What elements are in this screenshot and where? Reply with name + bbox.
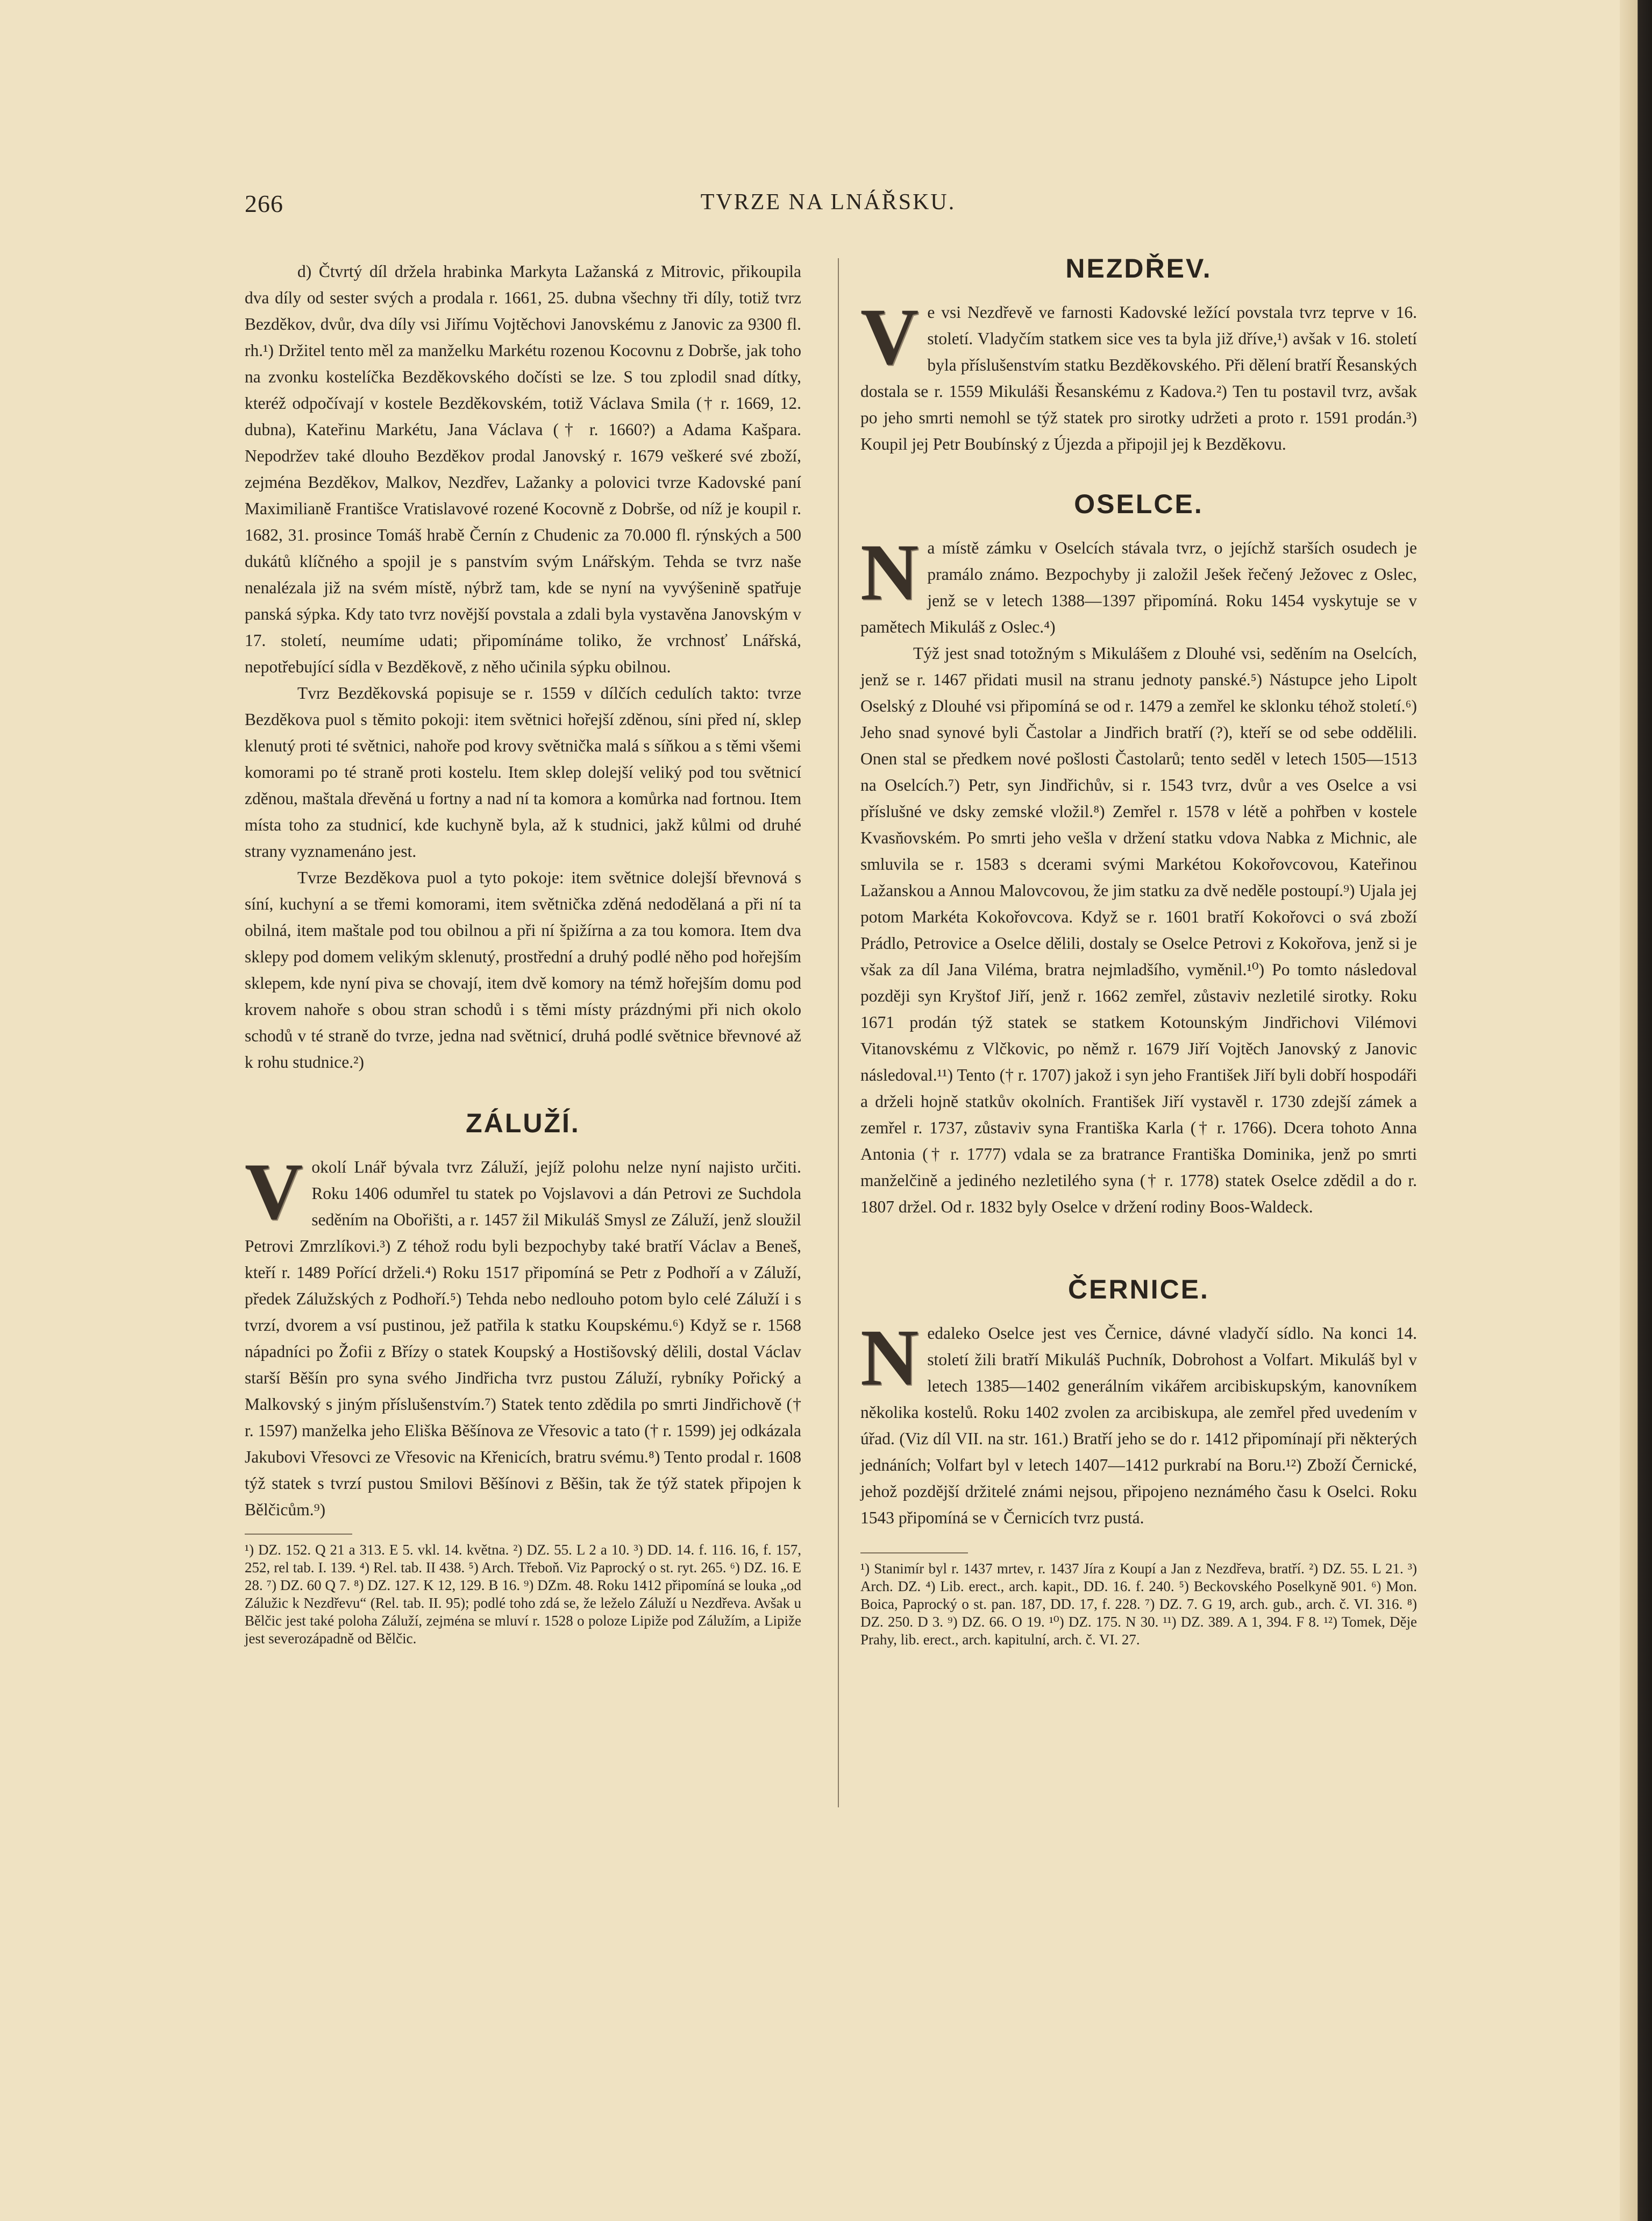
paragraph-nezdrev: e vsi Nezdřevě ve farnosti Kadovské ležící povstala tvrz teprve v 16. století. Vladyčím statkem sice ves ta byla již dříve,¹) avšak v 16. století byla příslušenstvím statku Bezděkovského. Při dělení bratří Řesanských dostala se r. 1559 Mikuláši Řesanskému z Kadova.²) Ten tu postavil tvrz, avšak po jeho smrti nemohl se týž statek pro sirotky udržeti a proto r. 1591 prodán.³) Koupil jej Petr Boubínský z Újezda a připojil jej k Bezděkovu.	[860, 303, 1417, 453]
footnote-separator	[860, 1552, 968, 1553]
paragraph-bezdekov-description-2: Tvrze Bezděkova puol a tyto pokoje: item světnice dolejší břevnová s síní, kuchyní a se třemi komorami, item světnička zděná nedodělaná a při ní ta obilná, item maštale pod tou obilnou a při ní špižírna a za tou komora. Item dva sklepy pod domem velikým sklenutý, prostřední a druhý podlé něho pod hořejším sklepem, kde nyní piva se chovají, item dvě komory na témž hořejším domu pod krovem nahoře s obou stran schodů i s těmi místy prázdnými při nich okolo schodů v té straně do tvrze, jedna nad světnicí, druhá podlé světnice břevnové až k rohu studnice.²)	[245, 868, 801, 1072]
footnote-text: ¹) Stanimír byl r. 1437 mrtev, r. 1437 Jíra z Koupí a Jan z Nezdřeva, bratří. ²) DZ. 55. L 21. ³) Arch. DZ. ⁴) Lib. erect., arch. kapit., DD. 16. f. 240. ⁵) Beckovského Poselkyně 901. ⁶) Mon. Boica, Paprocký o st. pan. 187, DD. 17, f. 228. ⁷) DZ. 7. G 19, arch. gub., arch. č. VI. 316. ⁸) DZ. 250. D 3. ⁹) DZ. 66. O 19. ¹⁰) DZ. 175. N 30. ¹¹) DZ. 389. A 1, 394. F 8. ¹²) Tomek, Děje Prahy, lib. erect., arch. kapitulní, arch. č. VI. 27.	[860, 1560, 1417, 1648]
decorative-initial: V	[860, 292, 919, 381]
section-cernice	[860, 1313, 1417, 1531]
decorative-initial: N	[860, 1313, 919, 1402]
paragraph-bezdekov-description-1: Tvrz Bezděkovská popisuje se r. 1559 v dílčích cedulích takto: tvrze Bezděkova puol s těmito pokoji: item světnici hořejší zděnou, síni před ní, sklep klenutý proti té světnici, nahoře pod krovy světnička malá s síňkou a s těmi všemi komorami po té straně proti kostelu. Item sklep dolejší veliký pod tou světnicí zděnou, maštala dřevěná u fortny a nad ní ta komora a komůrka nad fortnou. Item místa toho za studnicí, kde kuchyně byla, až k studnici, jakž kůlmi od druhé strany vyznamenáno jest.	[245, 684, 801, 861]
running-title: TVRZE NA LNÁŘSKU.	[700, 190, 956, 215]
section-zaluzi	[245, 1147, 801, 1523]
section-heading-oselce: OSELCE.	[1074, 489, 1204, 519]
running-head	[245, 189, 1412, 227]
paragraph-zaluzi: okolí Lnář bývala tvrz Záluží, jejíž polohu nelze nyní najisto určiti. Roku 1406 odumřel tu statek po Vojslavovi a dán Petrovi ze Suchdola seděním na Obořišti, a r. 1457 žil Mikuláš Smysl ze Záluží, jenž sloužil Petrovi Zmrzlíkovi.³) Z téhož rodu byli bezpochyby také bratří Václav a Beneš, kteří r. 1489 Pořící drželi.⁴) Roku 1517 připomíná se Petr z Podhoří a v Záluží, předek Zálužských z Podhoří.⁵) Tehda nebo nedlouho potom bylo celé Záluží i s tvrzí, dvorem a vsí pustinou, jež patřila k statku Koupskému.⁶) Když se r. 1568 nápadníci po Žofii z Břízy o statek Koupský a Hostišovský dělili, dostal Václav starší Běšín pro syna svého Jindřicha tvrz pustou Záluží, rybníky Pořický a Malkovský s jiným příslušenstvím.⁷) Statek tento zdědila po smrti Jindřichově († r. 1597) manželka jeho Eliška Běšínova ze Vřesovic a tato († r. 1599) jej odkázala Jakubovi Vřesovci ze Vřesovic na Křenicích, bratru svému.⁸) Tento prodal r. 1608 týž statek s tvrzí pustou Smilovi Běšínovi z Běšin, tak že týž statek připojen k Bělčicům.⁹)	[245, 1158, 801, 1519]
book-page-edge	[1620, 0, 1652, 2221]
section-oselce	[860, 528, 1417, 1220]
section-heading-zaluzi: ZÁLUŽÍ.	[466, 1108, 580, 1138]
column-divider	[838, 258, 839, 1807]
section-nezdrev	[860, 292, 1417, 457]
left-column	[245, 253, 801, 1648]
section-heading-cernice: ČERNICE.	[1068, 1274, 1209, 1304]
paragraph-oselce-1: a místě zámku v Oselcích stávala tvrz, o jejíchž starších osudech je pramálo známo. Bezpochyby ji založil Ješek řečený Ježovec z Oslec, jenž se v letech 1388—1397 připomíná. Roku 1454 vyskytuje se v pamětech Mikuláš z Oslec.⁴)	[860, 538, 1417, 636]
page-number: 266	[245, 190, 283, 217]
paragraph-oselce-2: Týž jest snad totožným s Mikulášem z Dlouhé vsi, seděním na Oselcích, jenž se r. 1467 přidati musil na stranu jednoty panské.⁵) Nástupce jeho Lipolt Oselský z Dlouhé vsi připomíná se od r. 1479 a zemřel ke sklonku téhož století.⁶) Jeho snad synové byli Častolar a Jindřich bratří (?), kteří se od sebe oddělili. Onen stal se předkem nové pošlosti Častolarů; tento seděl v letech 1505—1513 na Oselcích.⁷) Petr, syn Jindřichův, si r. 1543 tvrz, dvůr a ves Oselce a vsi příslušné ve dsky zemské vložil.⁸) Zemřel r. 1578 v létě a pohřben v kostele Kvasňovském. Po smrti jeho vešla v držení statku vdova Nabka z Michnic, ale smluvila se r. 1583 s dcerami svými Markétou Kokořovcovou, Kateřinou Lažanskou a Annou Malovcovou, že jim statku za dvě neděle postoupí.⁹) Ujala jej potom Markéta Kokořovcova. Když se r. 1601 bratří Kokořovci o svá zboží Prádlo, Petrovice a Oselce dělili, dostaly se Oselce Petrovi z Kokořova, jenž si je však za díl Jana Viléma, bratra nejmladšího, vyměnil.¹⁰) Po tomto následoval později syn Kryštof Jiří, jenž r. 1662 zemřel, zůstaviv nezletilé sirotky. Roku 1671 prodán týž statek se statkem Kotounským Jindřichovi Vilémovi Vitanovskému z Vlčkovic, po němž r. 1679 Jiří Vojtěch Janovský z Janovic následoval.¹¹) Tento († r. 1707) jakož i syn jeho František Jiří byli dobří hospodáři a drželi hojně statkův okolních. František Jiří vystavěl r. 1730 zdejší zámek a zemřel r. 1737, zůstaviv syna Františka Karla († r. 1766). Dcera tohoto Anna Antonia († r. 1777) vdala se za bratrance Františka Dominika, jenž po smrti manželčině a jediného nezletilého syna († r. 1778) statek Oselce zdědil a do r. 1807 držel. Od r. 1832 byly Oselce v držení rodiny Boos-Waldeck.	[860, 644, 1417, 1216]
footnote-text: ¹) DZ. 152. Q 21 a 313. E 5. vkl. 14. května. ²) DZ. 55. L 2 a 10. ³) DD. 14. f. 116. 16, f. 157, 252, rel tab. I. 139. ⁴) Rel. tab. II 438. ⁵) Arch. Třeboň. Viz Paprocký o st. ryt. 265. ⁶) DZ. 16. E 28. ⁷) DZ. 60 Q 7. ⁸) DZ. 127. K 12, 129. B 16. ⁹) DZm. 48. Roku 1412 připomíná se louka „od Zálužic k Nezdřevu“ (Rel. tab. II. 95); podlé toho zdá se, že leželo Záluží u Nezdřeva. Avšak u Bělčic jest také poloha Záluží, zejména se mluví r. 1528 o poloze Lipiže pod Zálužím, a Lipiže jest severozápadně od Bělčic.	[245, 1542, 801, 1647]
paragraph-bezdekov-owners: d) Čtvrtý díl držela hrabinka Markyta Lažanská z Mitrovic, přikoupila dva díly od sester svých a prodala r. 1661, 25. dubna všechny tři díly, totiž tvrz Bezděkov, dvůr, dva díly vsi Jiřímu Vojtěchovi Janovskému z Janovic za 9300 fl. rh.¹) Držitel tento měl za manželku Markétu rozenou Kocovnu z Dobrše, jak toho na zvonku kostelíčka Bezděkovského dočísti se lze. S tou zplodil snad dítky, kteréž odpočívají v kostele Bezděkovském, totiž Václava Smila († r. 1669, 12. dubna), Kateřinu Markétu, Jana Václava († r. 1660?) a Adama Kašpara. Nepodržev také dlouho Bezděkov prodal Janovský r. 1679 veškeré své zboží, zejména Bezděkov, Malkov, Nezdřev, Lažanky a polovici tvrze Kadovské paní Maximilianě Františce Vratislavové rozené Kocovně z Dobrše, od níž je koupil r. 1682, 31. prosince Tomáš hrabě Černín z Chudenic za 70.000 fl. rýnských a 500 dukátů klíčného a spojil je s panstvím svým Lnářským. Tehda se tvrz naše nenalézala již na svém místě, nýbrž tam, kde se nyní na vyvýšenině spatřuje panská sýpka. Kdy tato tvrz novější povstala a zdali byla vystavěna Janovským v 17. století, neumíme udati; připomínáme toliko, že vrchnosť Lnářská, nepotřebující sídla v Bezděkově, z něho učinila sýpku obilnou.	[245, 262, 801, 676]
decorative-initial: N	[860, 528, 919, 617]
decorative-initial: V	[245, 1147, 303, 1236]
footnote-separator	[245, 1534, 352, 1535]
paragraph-cernice: edaleko Oselce jest ves Černice, dávné vladyčí sídlo. Na konci 14. století žili bratří Mikuláš Puchník, Dobrohost a Volfart. Mikuláš byl v letech 1385—1402 generálním vikářem arcibiskupským, kanovníkem několika kostelů. Roku 1402 zvolen za arcibiskupa, ale zemřel před uvedením v úřad. (Viz díl VII. na str. 161.) Bratří jeho se do r. 1412 připomínají při některých jednáních; Volfart byl v letech 1407—1412 purkrabí na Boru.¹²) Zboží Černické, jehož pozdější držitelé známi nejsou, připojeno neznámého času k Oselci. Roku 1543 připomíná se v Černicích tvrz pustá.	[860, 1324, 1417, 1527]
right-column	[860, 253, 1417, 1649]
footnotes-left	[245, 1541, 801, 1648]
footnotes-right	[860, 1560, 1417, 1649]
section-heading-nezdrev: NEZDŘEV.	[1065, 253, 1212, 283]
